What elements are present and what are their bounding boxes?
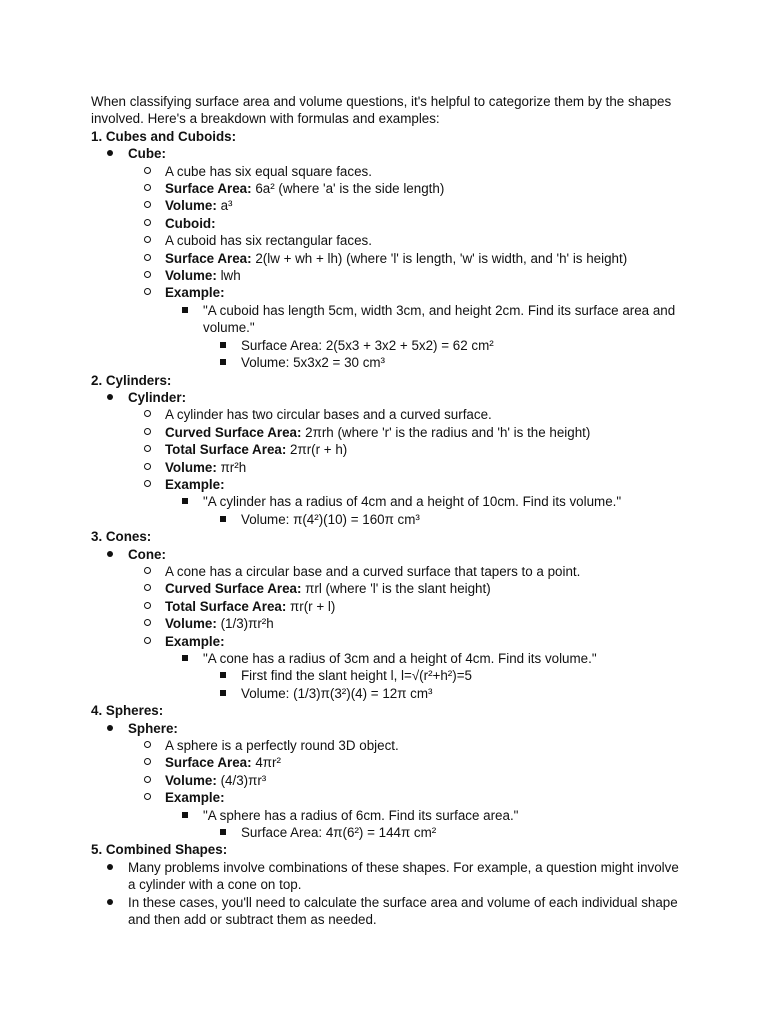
cone-description: A cone has a circular base and a curved surface that tapers to a point. <box>165 563 581 579</box>
list-item <box>91 580 681 597</box>
hollow-circle-bullet-icon <box>141 580 153 597</box>
sphere-volume-label: Volume: <box>165 772 217 788</box>
filled-square-bullet-icon <box>179 650 191 667</box>
list-item <box>91 232 681 249</box>
list-item <box>91 546 681 563</box>
combined-item-2: In these cases, you'll need to calculate the surface area and volume of each individual shape and then add or subtract them as needed. <box>128 894 678 928</box>
cone-example-label: Example: <box>165 633 225 649</box>
list-item <box>91 859 681 894</box>
list-item <box>91 267 681 284</box>
list-item <box>91 441 681 458</box>
cube-surface-area-formula: 6a² (where 'a' is the side length) <box>251 181 445 197</box>
intro-paragraph: When classifying surface area and volume questions, it's helpful to categorize them by the shapes involved. Here's a breakdown with formulas and examples: <box>91 94 672 127</box>
cone-csa-formula: πrl (where 'l' is the slant height) <box>301 581 491 597</box>
list-item <box>91 754 681 771</box>
list-item <box>91 406 681 423</box>
filled-square-bullet-icon <box>217 337 229 354</box>
cylinder-tsa-label: Total Surface Area: <box>165 442 287 458</box>
cone-example-question: "A cone has a radius of 3cm and a height of 4cm. Find its volume." <box>203 651 597 666</box>
cuboid-volume-label: Volume: <box>165 268 217 284</box>
list-item <box>91 737 681 754</box>
cone-tsa-label: Total Surface Area: <box>165 598 287 614</box>
cylinder-tsa-formula: 2πr(r + h) <box>286 442 348 458</box>
hollow-circle-bullet-icon <box>141 284 153 301</box>
cuboid-volume-formula: lwh <box>216 268 241 284</box>
cylinder-example-question: "A cylinder has a radius of 4cm and a height of 10cm. Find its volume." <box>203 494 622 510</box>
cuboid-example-label: Example: <box>165 285 225 301</box>
filled-square-bullet-icon <box>217 511 229 528</box>
filled-square-bullet-icon <box>179 807 191 824</box>
list-item <box>91 197 681 214</box>
hollow-circle-bullet-icon <box>141 598 153 615</box>
cylinder-csa-formula: 2πrh (where 'r' is the radius and 'h' is the height) <box>301 424 591 440</box>
cylinder-csa-label: Curved Surface Area: <box>165 424 302 440</box>
cuboid-surface-area-formula: 2(lw + wh + lh) (where 'l' is length, 'w' is width, and 'h' is height) <box>251 250 628 266</box>
list-item <box>91 563 681 580</box>
cube-label: Cube: <box>128 146 166 162</box>
list-item <box>91 685 681 702</box>
cube-volume-label: Volume: <box>165 198 217 214</box>
cone-csa-label: Curved Surface Area: <box>165 581 302 597</box>
cylinder-example-label: Example: <box>165 476 225 492</box>
list-item <box>91 633 681 650</box>
hollow-circle-bullet-icon <box>141 789 153 806</box>
list-item <box>91 667 681 684</box>
section-heading-cubes: 1. Cubes and Cuboids: <box>91 128 237 144</box>
hollow-circle-bullet-icon <box>141 180 153 197</box>
filled-circle-bullet-icon <box>104 389 116 406</box>
filled-circle-bullet-icon <box>104 859 116 876</box>
list-item <box>91 163 681 180</box>
sphere-volume-formula: (4/3)πr³ <box>216 772 267 788</box>
list-item <box>91 650 681 667</box>
sphere-surface-area-label: Surface Area: <box>165 755 252 771</box>
filled-circle-bullet-icon <box>104 145 116 162</box>
hollow-circle-bullet-icon <box>141 772 153 789</box>
hollow-circle-bullet-icon <box>141 250 153 267</box>
hollow-circle-bullet-icon <box>141 197 153 214</box>
filled-square-bullet-icon <box>217 824 229 841</box>
hollow-circle-bullet-icon <box>141 406 153 423</box>
hollow-circle-bullet-icon <box>141 267 153 284</box>
hollow-circle-bullet-icon <box>141 563 153 580</box>
list-item <box>91 894 681 929</box>
hollow-circle-bullet-icon <box>141 615 153 632</box>
hollow-circle-bullet-icon <box>141 633 153 650</box>
hollow-circle-bullet-icon <box>141 737 153 754</box>
hollow-circle-bullet-icon <box>141 476 153 493</box>
filled-circle-bullet-icon <box>104 546 116 563</box>
cube-description: A cube has six equal square faces. <box>165 163 372 179</box>
list-item <box>91 145 681 162</box>
list-item <box>91 354 681 371</box>
cube-surface-area-label: Surface Area: <box>165 181 252 197</box>
cylinder-example-step: Volume: π(4²)(10) = 160π cm³ <box>241 511 420 527</box>
filled-square-bullet-icon <box>217 667 229 684</box>
list-item <box>91 772 681 789</box>
hollow-circle-bullet-icon <box>141 163 153 180</box>
list-item <box>91 284 681 301</box>
sphere-example-label: Example: <box>165 790 225 806</box>
list-item <box>91 476 681 493</box>
list-item <box>91 789 681 806</box>
list-item <box>91 615 681 632</box>
list-item <box>91 493 681 510</box>
list-item <box>91 180 681 197</box>
cuboid-label: Cuboid: <box>165 215 216 231</box>
hollow-circle-bullet-icon <box>141 441 153 458</box>
filled-square-bullet-icon <box>179 302 191 319</box>
sphere-example-question: "A sphere has a radius of 6cm. Find its surface area." <box>203 807 519 823</box>
list-item <box>91 807 681 824</box>
cuboid-surface-area-label: Surface Area: <box>165 250 252 266</box>
sphere-label: Sphere: <box>128 720 178 736</box>
list-item <box>91 824 681 841</box>
sphere-description: A sphere is a perfectly round 3D object. <box>165 738 399 754</box>
section-heading-cylinders: 2. Cylinders: <box>91 372 172 388</box>
cylinder-volume-label: Volume: <box>165 459 217 475</box>
hollow-circle-bullet-icon <box>141 424 153 441</box>
list-item <box>91 302 681 337</box>
list-item <box>91 250 681 267</box>
list-item <box>91 511 681 528</box>
section-heading-spheres: 4. Spheres: <box>91 703 164 719</box>
cylinder-description: A cylinder has two circular bases and a curved surface. <box>165 407 492 423</box>
list-item <box>91 459 681 476</box>
cone-example-step: Volume: (1/3)π(3²)(4) = 12π cm³ <box>241 685 433 701</box>
list-item <box>91 215 681 232</box>
filled-square-bullet-icon <box>179 493 191 510</box>
hollow-circle-bullet-icon <box>141 459 153 476</box>
filled-circle-bullet-icon <box>104 720 116 737</box>
hollow-circle-bullet-icon <box>141 215 153 232</box>
list-item <box>91 389 681 406</box>
cone-example-step: First find the slant height l, l=√(r²+h²)=5 <box>241 668 472 684</box>
cuboid-example-step: Surface Area: 2(5x3 + 3x2 + 5x2) = 62 cm² <box>241 337 494 353</box>
sphere-example-step: Surface Area: 4π(6²) = 144π cm² <box>241 825 437 841</box>
section-heading-combined: 5. Combined Shapes: <box>91 842 228 858</box>
cone-volume-label: Volume: <box>165 616 217 632</box>
cuboid-example-question: "A cuboid has length 5cm, width 3cm, and height 2cm. Find its surface area and volume." <box>203 302 676 336</box>
cuboid-example-step: Volume: 5x3x2 = 30 cm³ <box>241 355 386 371</box>
cone-label: Cone: <box>128 546 166 562</box>
cone-tsa-formula: πr(r + l) <box>286 598 336 614</box>
cuboid-description: A cuboid has six rectangular faces. <box>165 233 372 249</box>
list-item <box>91 598 681 615</box>
filled-circle-bullet-icon <box>104 894 116 911</box>
cylinder-volume-formula: πr²h <box>216 459 247 475</box>
cube-volume-formula: a³ <box>216 198 233 214</box>
cylinder-label: Cylinder: <box>128 389 187 405</box>
cone-volume-formula: (1/3)πr²h <box>216 616 274 632</box>
filled-square-bullet-icon <box>217 354 229 371</box>
section-heading-cones: 3. Cones: <box>91 529 152 545</box>
sphere-surface-area-formula: 4πr² <box>251 755 281 771</box>
list-item <box>91 337 681 354</box>
list-item <box>91 424 681 441</box>
filled-square-bullet-icon <box>217 685 229 702</box>
combined-item-1: Many problems involve combinations of these shapes. For example, a question might involve a cylinder with a cone on top. <box>128 859 679 893</box>
hollow-circle-bullet-icon <box>141 754 153 771</box>
list-item <box>91 720 681 737</box>
hollow-circle-bullet-icon <box>141 232 153 249</box>
